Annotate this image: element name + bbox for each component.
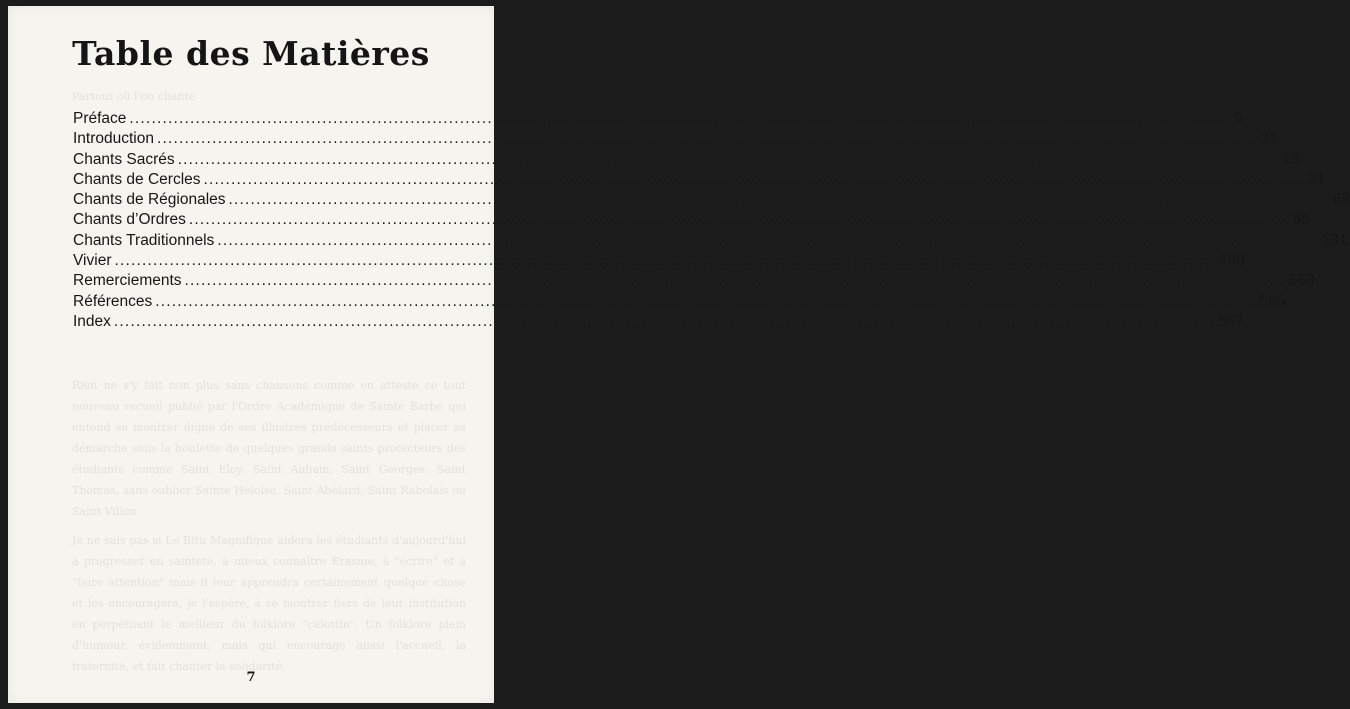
toc-entry[interactable]: [73, 191, 1350, 211]
toc-entry-page-number: 13: [1281, 150, 1300, 168]
toc-entry-label: Vivier: [73, 252, 112, 270]
toc-entry-page-number: 11: [1261, 130, 1278, 148]
toc-entry-label: Références: [73, 292, 153, 310]
toc-entry-page-number: 9: [1233, 110, 1243, 127]
toc-entry-label: Chants de Cercles: [73, 170, 201, 188]
dot-leader: ........................................................................................................................................................................................................: [184, 272, 1286, 290]
toc-entry-page-number: 131: [1321, 231, 1348, 249]
show-through-heading: Partout où l'on chante: [72, 90, 196, 103]
dot-leader: ........................................................................................................................................................................................................: [203, 170, 1305, 188]
toc-entry[interactable]: [73, 130, 1278, 150]
dot-leader: ........................................................................................................................................................................................................: [155, 292, 1257, 310]
toc-entry-page-number: 31: [1307, 170, 1326, 188]
toc-entry[interactable]: [73, 110, 1243, 130]
show-through-paragraph: Rien ne s'y fait non plus sans chansons comme en atteste ce tout nouveau recueil publié par l'Ordre Académique de Sainte Barbe qui entend se montrer digne de ses illustres prédécesseurs et placer sa démarche sous la houlette de quelques grands saints protecteurs des étudiants comme Saint Eloy, Saint Aubain, Saint Georges, Saint Thomas, sans oublier Sainte Héloïse, Saint Abélard, Saint Rabolais ou Saint Villon: [72, 379, 466, 518]
toc-entry-label: Chants Traditionnels: [73, 231, 215, 249]
toc-entry-label: Chants de Régionales: [73, 191, 226, 209]
dot-leader: ........................................................................................................................................................................................................: [177, 150, 1279, 168]
page-title: Table des Matières: [72, 34, 430, 73]
toc-entry-page-number: 63: [1332, 191, 1350, 209]
toc-entry-label: Chants d’Ordres: [73, 211, 186, 229]
toc-entry-label: Remerciements: [73, 272, 182, 290]
show-through-paragraph: Je ne sais pas si Le Bitu Magnifique aidera les étudiants d'aujourd'hui à progresser en sainteté, à mieux connaître Érasme, à "écrire" et à "faire attention" mais il leur apprendra certainement quelque chose et les encouragera, je l'espère, à se montrer fiers de leur institution en perpétuant le meilleur du folklore "calottin". Un folklore plein d'humour, évidemment, mais qui encourage aussi l'accueil, la fraternité, et fait chanter la solidarité.: [72, 534, 466, 673]
toc-entry-label: Préface: [73, 110, 127, 127]
dot-leader: ........................................................................................................................................................................................................: [217, 231, 1319, 249]
toc-entry[interactable]: [73, 252, 1245, 272]
dot-leader: ........................................................................................................................................................................................................: [114, 252, 1216, 270]
toc-entry-label: Introduction: [73, 130, 154, 148]
toc-entry[interactable]: [73, 272, 1315, 292]
toc-entry-page-number: 489: [1218, 252, 1245, 270]
dot-leader: ........................................................................................................................................................................................................: [228, 191, 1330, 209]
toc-entry-label: Chants Sacrés: [73, 150, 175, 168]
page-number: 7: [246, 670, 256, 685]
toc-entry[interactable]: [73, 292, 1286, 313]
dot-leader: ........................................................................................................................................................................................................: [129, 110, 1231, 127]
table-of-contents: [73, 110, 1350, 333]
toc-entry[interactable]: [73, 231, 1348, 252]
toc-entry[interactable]: [73, 312, 1245, 333]
dot-leader: ........................................................................................................................................................................................................: [188, 211, 1291, 229]
book-page: [8, 6, 1350, 703]
toc-entry-page-number: 95: [1293, 211, 1311, 229]
toc-entry[interactable]: [73, 211, 1311, 231]
dot-leader: ........................................................................................................................................................................................................: [157, 130, 1259, 148]
toc-entry-label: Index: [73, 312, 111, 330]
toc-entry-page-number: 563: [1288, 272, 1315, 290]
toc-entry-page-number: 565: [1259, 292, 1286, 310]
toc-entry[interactable]: [73, 170, 1326, 191]
dot-leader: ........................................................................................................................................................................................................: [113, 312, 1216, 330]
toc-entry[interactable]: [73, 150, 1300, 171]
toc-entry-page-number: 567: [1218, 312, 1245, 330]
